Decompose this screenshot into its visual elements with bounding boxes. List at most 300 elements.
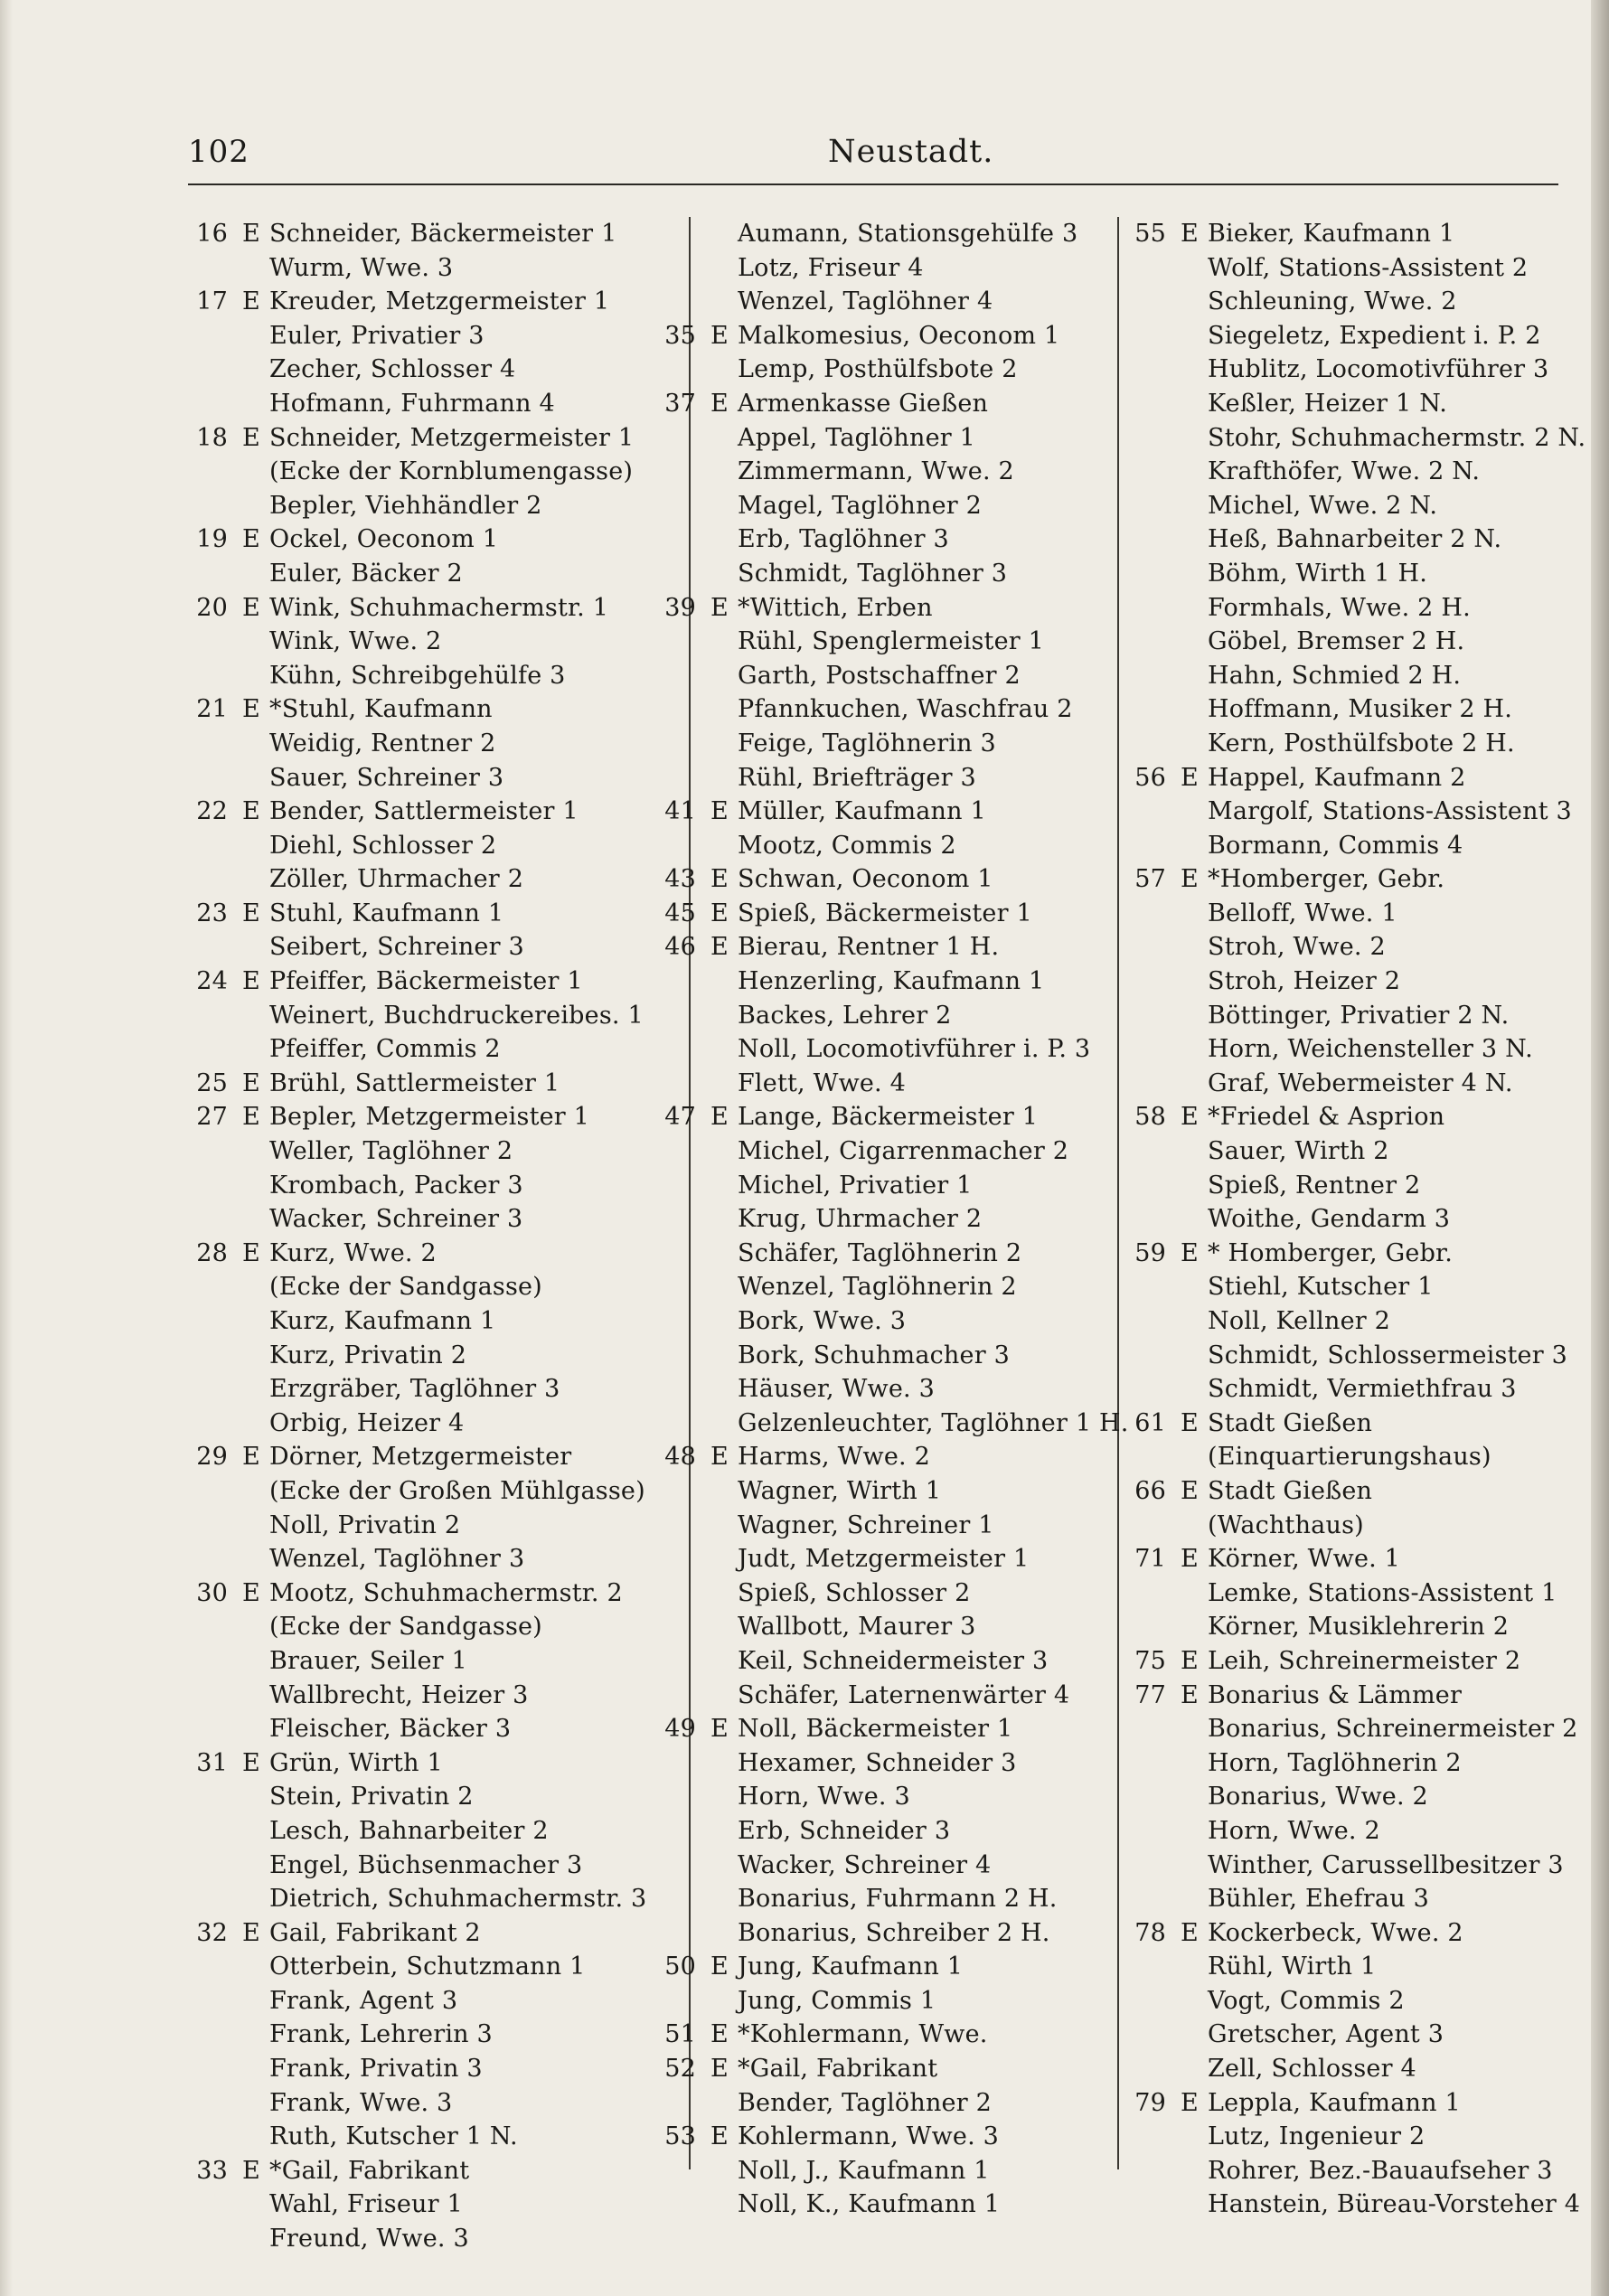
resident-text: Schmidt, Schlossermeister 3 bbox=[1208, 1341, 1568, 1369]
resident-text: Wacker, Schreiner 4 bbox=[738, 1850, 992, 1879]
resident-text: Schäfer, Taglöhnerin 2 bbox=[738, 1238, 1022, 1267]
resident-text: Rohrer, Bez.-Bauaufseher 3 bbox=[1208, 2156, 1553, 2185]
house-number: 51 bbox=[664, 2020, 696, 2049]
resident-text: Ockel, Oeconom 1 bbox=[269, 525, 499, 554]
directory-entry bbox=[188, 489, 683, 523]
owner-mark: E bbox=[710, 1443, 729, 1472]
resident-text: Hublitz, Locomotivführer 3 bbox=[1208, 355, 1549, 384]
directory-entry bbox=[656, 353, 1113, 387]
directory-entry bbox=[1126, 489, 1571, 523]
directory-entry bbox=[188, 692, 683, 727]
directory-entry bbox=[656, 1237, 1113, 1271]
resident-text: Happel, Kaufmann 2 bbox=[1208, 763, 1466, 792]
resident-text: Pfeiffer, Commis 2 bbox=[269, 1035, 501, 1064]
directory-entry bbox=[188, 2188, 683, 2222]
directory-entry bbox=[188, 2018, 683, 2052]
directory-entry bbox=[656, 1679, 1113, 1713]
resident-text: Zell, Schlosser 4 bbox=[1208, 2055, 1416, 2084]
resident-text: Horn, Weichensteller 3 N. bbox=[1208, 1035, 1533, 1064]
directory-entry bbox=[656, 829, 1113, 863]
resident-text: Schmidt, Taglöhner 3 bbox=[738, 559, 1008, 588]
directory-entry bbox=[656, 1814, 1113, 1849]
directory-entry bbox=[188, 1849, 683, 1883]
resident-text: Wallbrecht, Heizer 3 bbox=[269, 1680, 529, 1709]
owner-mark: E bbox=[710, 593, 729, 622]
page-binding-edge bbox=[1591, 0, 1609, 2296]
directory-entry bbox=[1126, 862, 1571, 897]
directory-entry bbox=[1126, 1100, 1571, 1134]
directory-entry bbox=[1126, 1746, 1571, 1781]
resident-text: Göbel, Bremser 2 H. bbox=[1208, 627, 1465, 656]
directory-entry bbox=[656, 1780, 1113, 1814]
resident-text: Rühl, Wirth 1 bbox=[1208, 1953, 1377, 1981]
directory-entry bbox=[656, 2120, 1113, 2154]
directory-entry bbox=[1126, 1134, 1571, 1169]
directory-entry bbox=[1126, 897, 1571, 931]
resident-text: Michel, Wwe. 2 N. bbox=[1208, 491, 1438, 520]
resident-text: Schneider, Bäckermeister 1 bbox=[269, 220, 617, 248]
house-number: 39 bbox=[664, 593, 696, 622]
directory-entry bbox=[656, 1202, 1113, 1237]
house-number: 61 bbox=[1134, 1408, 1166, 1437]
resident-text: Stein, Privatin 2 bbox=[269, 1783, 474, 1811]
resident-text: Grün, Wirth 1 bbox=[269, 1748, 443, 1777]
directory-entry bbox=[656, 1984, 1113, 2018]
owner-mark: E bbox=[242, 423, 260, 452]
owner-mark: E bbox=[242, 220, 260, 248]
resident-text: Wenzel, Taglöhner 4 bbox=[738, 287, 993, 316]
resident-text: Erb, Taglöhner 3 bbox=[738, 525, 949, 554]
directory-entry bbox=[656, 727, 1113, 761]
resident-text: Kurz, Privatin 2 bbox=[269, 1341, 467, 1369]
resident-text: Appel, Taglöhner 1 bbox=[738, 423, 976, 452]
house-number: 43 bbox=[664, 865, 696, 894]
resident-text: (Einquartierungshaus) bbox=[1208, 1443, 1491, 1472]
directory-entry bbox=[656, 285, 1113, 319]
directory-entry bbox=[188, 2222, 683, 2256]
directory-entry bbox=[188, 2120, 683, 2154]
resident-text: Aumann, Stationsgehülfe 3 bbox=[738, 220, 1078, 248]
directory-entry bbox=[1126, 1407, 1571, 1441]
owner-mark: E bbox=[242, 797, 260, 826]
directory-entry bbox=[1126, 353, 1571, 387]
directory-entry bbox=[656, 1882, 1113, 1916]
resident-text: Noll, Kellner 2 bbox=[1208, 1307, 1391, 1335]
resident-text: Kühn, Schreibgehülfe 3 bbox=[269, 661, 566, 690]
house-number: 35 bbox=[664, 321, 696, 350]
owner-mark: E bbox=[1181, 1918, 1199, 1947]
directory-entry bbox=[188, 1304, 683, 1339]
owner-mark: E bbox=[242, 695, 260, 724]
directory-entry bbox=[656, 1407, 1129, 1441]
directory-entry bbox=[188, 2086, 683, 2121]
resident-text: Wagner, Wirth 1 bbox=[738, 1476, 942, 1505]
directory-entry bbox=[1126, 1509, 1571, 1543]
directory-entry bbox=[656, 1474, 1113, 1509]
directory-entry bbox=[1126, 1339, 1571, 1373]
resident-text: Formhals, Wwe. 2 H. bbox=[1208, 593, 1471, 622]
directory-entry bbox=[1126, 1644, 1571, 1679]
resident-text: Krug, Uhrmacher 2 bbox=[738, 1205, 983, 1234]
owner-mark: E bbox=[242, 1103, 260, 1132]
directory-entry bbox=[188, 1067, 683, 1101]
house-number: 55 bbox=[1134, 220, 1166, 248]
resident-text: Noll, J., Kaufmann 1 bbox=[738, 2156, 990, 2185]
owner-mark: E bbox=[710, 321, 729, 350]
house-number: 27 bbox=[196, 1103, 228, 1132]
directory-entry bbox=[656, 2154, 1113, 2188]
house-number: 31 bbox=[196, 1748, 228, 1777]
directory-entry bbox=[188, 930, 683, 965]
resident-text: Pfeiffer, Bäckermeister 1 bbox=[269, 967, 583, 996]
house-number: 16 bbox=[196, 220, 228, 248]
resident-text: Armenkasse Gießen bbox=[738, 389, 989, 418]
owner-mark: E bbox=[710, 2055, 729, 2084]
owner-mark: E bbox=[242, 1918, 260, 1947]
directory-entry bbox=[188, 761, 683, 795]
resident-text: (Ecke der Sandgasse) bbox=[269, 1613, 542, 1642]
directory-entry bbox=[656, 862, 1113, 897]
directory-entry bbox=[1126, 1474, 1571, 1509]
directory-entry bbox=[1126, 625, 1571, 659]
resident-text: Bonarius, Schreiber 2 H. bbox=[738, 1918, 1050, 1947]
directory-entry bbox=[1126, 2052, 1571, 2086]
resident-text: Belloff, Wwe. 1 bbox=[1208, 899, 1397, 927]
resident-text: Schwan, Oeconom 1 bbox=[738, 865, 993, 894]
resident-text: Dietrich, Schuhmachermstr. 3 bbox=[269, 1885, 647, 1914]
resident-text: Michel, Cigarrenmacher 2 bbox=[738, 1137, 1069, 1166]
house-number: 79 bbox=[1134, 2088, 1166, 2117]
directory-entry bbox=[656, 1712, 1113, 1746]
house-number: 52 bbox=[664, 2055, 696, 2084]
resident-text: Frank, Lehrerin 3 bbox=[269, 2020, 493, 2049]
resident-text: Zecher, Schlosser 4 bbox=[269, 355, 516, 384]
column-3 bbox=[1126, 217, 1586, 2222]
resident-text: Wink, Wwe. 2 bbox=[269, 627, 442, 656]
owner-mark: E bbox=[1181, 1476, 1199, 1505]
directory-entry bbox=[656, 930, 1113, 965]
directory-entry bbox=[188, 1032, 683, 1067]
directory-entry bbox=[188, 1202, 683, 1237]
directory-entry bbox=[188, 2154, 683, 2188]
directory-entry bbox=[1126, 795, 1571, 829]
directory-entry bbox=[1126, 692, 1571, 727]
directory-entry bbox=[656, 455, 1113, 489]
directory-entry bbox=[188, 1679, 683, 1713]
resident-text: (Wachthaus) bbox=[1208, 1510, 1364, 1539]
resident-text: (Ecke der Sandgasse) bbox=[269, 1273, 542, 1302]
resident-text: Stadt Gießen bbox=[1208, 1476, 1373, 1505]
directory-entry bbox=[1126, 421, 1586, 456]
owner-mark: E bbox=[710, 933, 729, 962]
resident-text: Ruth, Kutscher 1 N. bbox=[269, 2122, 518, 2151]
directory-entry bbox=[188, 557, 683, 591]
house-number: 78 bbox=[1134, 1918, 1166, 1947]
owner-mark: E bbox=[710, 1103, 729, 1132]
resident-text: Frank, Wwe. 3 bbox=[269, 2088, 453, 2117]
directory-entry bbox=[656, 251, 1113, 286]
resident-text: Böttinger, Privatier 2 N. bbox=[1208, 1001, 1510, 1030]
house-number: 75 bbox=[1134, 1646, 1166, 1675]
resident-text: Gelzenleuchter, Taglöhner 1 H. bbox=[738, 1408, 1129, 1437]
house-number: 48 bbox=[664, 1443, 696, 1472]
resident-text: Bork, Wwe. 3 bbox=[738, 1307, 907, 1335]
resident-text: Seibert, Schreiner 3 bbox=[269, 933, 524, 962]
owner-mark: E bbox=[242, 967, 260, 996]
directory-entry bbox=[188, 897, 683, 931]
owner-mark: E bbox=[242, 1238, 260, 1267]
resident-text: Stroh, Wwe. 2 bbox=[1208, 933, 1386, 962]
directory-entry bbox=[188, 1814, 683, 1849]
resident-text: Brühl, Sattlermeister 1 bbox=[269, 1068, 560, 1097]
house-number: 37 bbox=[664, 389, 696, 418]
house-number: 19 bbox=[196, 525, 228, 554]
directory-entry bbox=[656, 692, 1113, 727]
directory-entry bbox=[656, 2188, 1113, 2222]
column-divider-2 bbox=[1117, 217, 1119, 2169]
resident-text: Henzerling, Kaufmann 1 bbox=[738, 967, 1045, 996]
resident-text: Engel, Büchsenmacher 3 bbox=[269, 1850, 583, 1879]
owner-mark: E bbox=[710, 2020, 729, 2049]
resident-text: Schneider, Metzgermeister 1 bbox=[269, 423, 635, 452]
directory-entry bbox=[188, 1474, 683, 1509]
resident-text: *Gail, Fabrikant bbox=[269, 2156, 470, 2185]
page-header bbox=[188, 134, 1562, 181]
resident-text: Keßler, Heizer 1 N. bbox=[1208, 389, 1448, 418]
resident-text: Horn, Wwe. 2 bbox=[1208, 1816, 1380, 1845]
house-number: 71 bbox=[1134, 1545, 1166, 1574]
resident-text: Keil, Schneidermeister 3 bbox=[738, 1646, 1049, 1675]
directory-entry bbox=[188, 1407, 683, 1441]
directory-entry bbox=[656, 217, 1113, 251]
resident-text: *Gail, Fabrikant bbox=[738, 2055, 938, 2084]
directory-entry bbox=[1126, 591, 1571, 626]
directory-entry bbox=[1126, 930, 1571, 965]
directory-entry bbox=[656, 1950, 1113, 1984]
resident-text: Bühler, Ehefrau 3 bbox=[1208, 1885, 1429, 1914]
directory-entry bbox=[656, 1304, 1113, 1339]
directory-entry bbox=[1126, 1067, 1571, 1101]
resident-text: Dörner, Metzgermeister bbox=[269, 1443, 572, 1472]
resident-text: Backes, Lehrer 2 bbox=[738, 1001, 952, 1030]
resident-text: Leih, Schreinermeister 2 bbox=[1208, 1646, 1521, 1675]
resident-text: Bender, Sattlermeister 1 bbox=[269, 797, 579, 826]
resident-text: Malkomesius, Oeconom 1 bbox=[738, 321, 1060, 350]
resident-text: Hexamer, Schneider 3 bbox=[738, 1748, 1017, 1777]
directory-entry bbox=[1126, 1950, 1571, 1984]
resident-text: Feige, Taglöhnerin 3 bbox=[738, 729, 996, 757]
directory-entry bbox=[188, 522, 683, 557]
resident-text: Hahn, Schmied 2 H. bbox=[1208, 661, 1462, 690]
resident-text: Fleischer, Bäcker 3 bbox=[269, 1715, 512, 1744]
owner-mark: E bbox=[1181, 1680, 1199, 1709]
owner-mark: E bbox=[710, 389, 729, 418]
resident-text: *Homberger, Gebr. bbox=[1208, 865, 1445, 894]
resident-text: Wink, Schuhmachermstr. 1 bbox=[269, 593, 609, 622]
resident-text: Kreuder, Metzgermeister 1 bbox=[269, 287, 610, 316]
resident-text: Körner, Wwe. 1 bbox=[1208, 1545, 1401, 1574]
resident-text: Brauer, Seiler 1 bbox=[269, 1646, 467, 1675]
resident-text: Margolf, Stations-Assistent 3 bbox=[1208, 797, 1572, 826]
resident-text: Otterbein, Schutzmann 1 bbox=[269, 1953, 586, 1981]
directory-entry bbox=[656, 659, 1113, 693]
directory-entry bbox=[1126, 1169, 1571, 1203]
resident-text: Kohlermann, Wwe. 3 bbox=[738, 2122, 1000, 2151]
resident-text: Euler, Privatier 3 bbox=[269, 321, 485, 350]
directory-entry bbox=[188, 1134, 683, 1169]
directory-entry bbox=[188, 727, 683, 761]
directory-entry bbox=[1126, 761, 1571, 795]
directory-entry bbox=[1126, 965, 1571, 999]
resident-text: *Friedel & Asprion bbox=[1208, 1103, 1445, 1132]
directory-entry bbox=[188, 353, 683, 387]
directory-entry bbox=[188, 1916, 683, 1951]
directory-entry bbox=[656, 1916, 1113, 1951]
header-rule bbox=[188, 183, 1558, 185]
resident-text: Lemp, Posthülfsbote 2 bbox=[738, 355, 1018, 384]
resident-text: Wolf, Stations-Assistent 2 bbox=[1208, 253, 1529, 282]
directory-entry bbox=[656, 1542, 1113, 1576]
directory-entry bbox=[1126, 2086, 1571, 2121]
directory-entry bbox=[1126, 1916, 1571, 1951]
directory-entry bbox=[1126, 1882, 1571, 1916]
owner-mark: E bbox=[1181, 2088, 1199, 2117]
house-number: 24 bbox=[196, 967, 228, 996]
resident-text: Stroh, Heizer 2 bbox=[1208, 967, 1401, 996]
owner-mark: E bbox=[242, 593, 260, 622]
directory-entry bbox=[656, 1746, 1113, 1781]
resident-text: Bierau, Rentner 1 H. bbox=[738, 933, 1000, 962]
directory-entry bbox=[188, 1746, 683, 1781]
directory-entry bbox=[188, 1780, 683, 1814]
resident-text: Erzgräber, Taglöhner 3 bbox=[269, 1375, 560, 1404]
resident-text: Spieß, Bäckermeister 1 bbox=[738, 899, 1032, 927]
directory-entry bbox=[1126, 659, 1571, 693]
resident-text: Körner, Musiklehrerin 2 bbox=[1208, 1613, 1510, 1642]
resident-text: Lemke, Stations-Assistent 1 bbox=[1208, 1578, 1557, 1607]
resident-text: Sauer, Schreiner 3 bbox=[269, 763, 504, 792]
directory-entry bbox=[1126, 319, 1571, 353]
resident-text: Bonarius, Fuhrmann 2 H. bbox=[738, 1885, 1058, 1914]
directory-entry bbox=[188, 999, 683, 1033]
directory-entry bbox=[1126, 217, 1571, 251]
directory-entry bbox=[1126, 1270, 1571, 1304]
owner-mark: E bbox=[242, 1748, 260, 1777]
directory-entry bbox=[188, 421, 683, 456]
house-number: 66 bbox=[1134, 1476, 1166, 1505]
directory-entry bbox=[656, 591, 1113, 626]
directory-entry bbox=[188, 1950, 683, 1984]
directory-entry bbox=[1126, 1780, 1571, 1814]
house-number: 46 bbox=[664, 933, 696, 962]
directory-entry bbox=[1126, 1440, 1571, 1474]
house-number: 28 bbox=[196, 1238, 228, 1267]
resident-text: Magel, Taglöhner 2 bbox=[738, 491, 983, 520]
directory-entry bbox=[1126, 1202, 1571, 1237]
resident-text: Spieß, Rentner 2 bbox=[1208, 1171, 1421, 1200]
resident-text: Mootz, Commis 2 bbox=[738, 831, 956, 860]
owner-mark: E bbox=[1181, 763, 1199, 792]
directory-entry bbox=[1126, 1372, 1571, 1407]
resident-text: Flett, Wwe. 4 bbox=[738, 1068, 906, 1097]
house-number: 49 bbox=[664, 1715, 696, 1744]
resident-text: Krafthöfer, Wwe. 2 N. bbox=[1208, 457, 1481, 486]
directory-entry bbox=[188, 1984, 683, 2018]
resident-text: Bonarius & Lämmer bbox=[1208, 1680, 1463, 1709]
resident-text: Kurz, Kaufmann 1 bbox=[269, 1307, 496, 1335]
owner-mark: E bbox=[1181, 1238, 1199, 1267]
house-number: 41 bbox=[664, 797, 696, 826]
resident-text: Judt, Metzgermeister 1 bbox=[738, 1545, 1030, 1574]
directory-entry bbox=[188, 1576, 683, 1611]
resident-text: Harms, Wwe. 2 bbox=[738, 1443, 930, 1472]
directory-entry bbox=[1126, 455, 1571, 489]
directory-entry bbox=[188, 625, 683, 659]
running-title: Neustadt. bbox=[828, 134, 994, 170]
column-1 bbox=[188, 217, 683, 2256]
directory-entry bbox=[1126, 387, 1571, 421]
house-number: 30 bbox=[196, 1578, 228, 1607]
directory-entry bbox=[1126, 1032, 1571, 1067]
resident-text: Lesch, Bahnarbeiter 2 bbox=[269, 1816, 549, 1845]
resident-text: Euler, Bäcker 2 bbox=[269, 559, 463, 588]
directory-entry bbox=[656, 1644, 1113, 1679]
resident-text: Michel, Privatier 1 bbox=[738, 1171, 973, 1200]
owner-mark: E bbox=[242, 525, 260, 554]
directory-entry bbox=[656, 1067, 1113, 1101]
directory-entry bbox=[656, 625, 1113, 659]
resident-text: Bender, Taglöhner 2 bbox=[738, 2088, 992, 2117]
owner-mark: E bbox=[710, 865, 729, 894]
owner-mark: E bbox=[710, 2122, 729, 2151]
resident-text: Jung, Commis 1 bbox=[738, 1986, 936, 2015]
directory-entry bbox=[656, 1270, 1113, 1304]
directory-entry bbox=[188, 1712, 683, 1746]
resident-text: *Kohlermann, Wwe. bbox=[738, 2020, 988, 2049]
resident-text: Wallbott, Maurer 3 bbox=[738, 1613, 976, 1642]
resident-text: Stohr, Schuhmachermstr. 2 N. bbox=[1208, 423, 1586, 452]
resident-text: Wagner, Schreiner 1 bbox=[738, 1510, 994, 1539]
resident-text: Woithe, Gendarm 3 bbox=[1208, 1205, 1451, 1234]
house-number: 33 bbox=[196, 2156, 228, 2185]
house-number: 59 bbox=[1134, 1238, 1166, 1267]
resident-text: Horn, Wwe. 3 bbox=[738, 1783, 910, 1811]
house-number: 25 bbox=[196, 1068, 228, 1097]
directory-entry bbox=[1126, 522, 1571, 557]
resident-text: Sauer, Wirth 2 bbox=[1208, 1137, 1389, 1166]
owner-mark: E bbox=[242, 2156, 260, 2185]
directory-entry bbox=[1126, 2018, 1571, 2052]
resident-text: Leppla, Kaufmann 1 bbox=[1208, 2088, 1461, 2117]
directory-entry bbox=[656, 897, 1113, 931]
directory-entry bbox=[188, 1372, 683, 1407]
directory-entry bbox=[656, 1372, 1113, 1407]
house-number: 29 bbox=[196, 1443, 228, 1472]
directory-entry bbox=[188, 455, 683, 489]
directory-entry bbox=[656, 965, 1113, 999]
directory-entry bbox=[656, 2052, 1113, 2086]
resident-text: (Ecke der Kornblumengasse) bbox=[269, 457, 634, 486]
house-number: 23 bbox=[196, 899, 228, 927]
house-number: 77 bbox=[1134, 1680, 1166, 1709]
resident-text: Böhm, Wirth 1 H. bbox=[1208, 559, 1427, 588]
owner-mark: E bbox=[710, 1953, 729, 1981]
page-left-edge bbox=[0, 0, 13, 2296]
directory-entry bbox=[188, 862, 683, 897]
house-number: 45 bbox=[664, 899, 696, 927]
directory-entry bbox=[188, 1610, 683, 1644]
house-number: 47 bbox=[664, 1103, 696, 1132]
